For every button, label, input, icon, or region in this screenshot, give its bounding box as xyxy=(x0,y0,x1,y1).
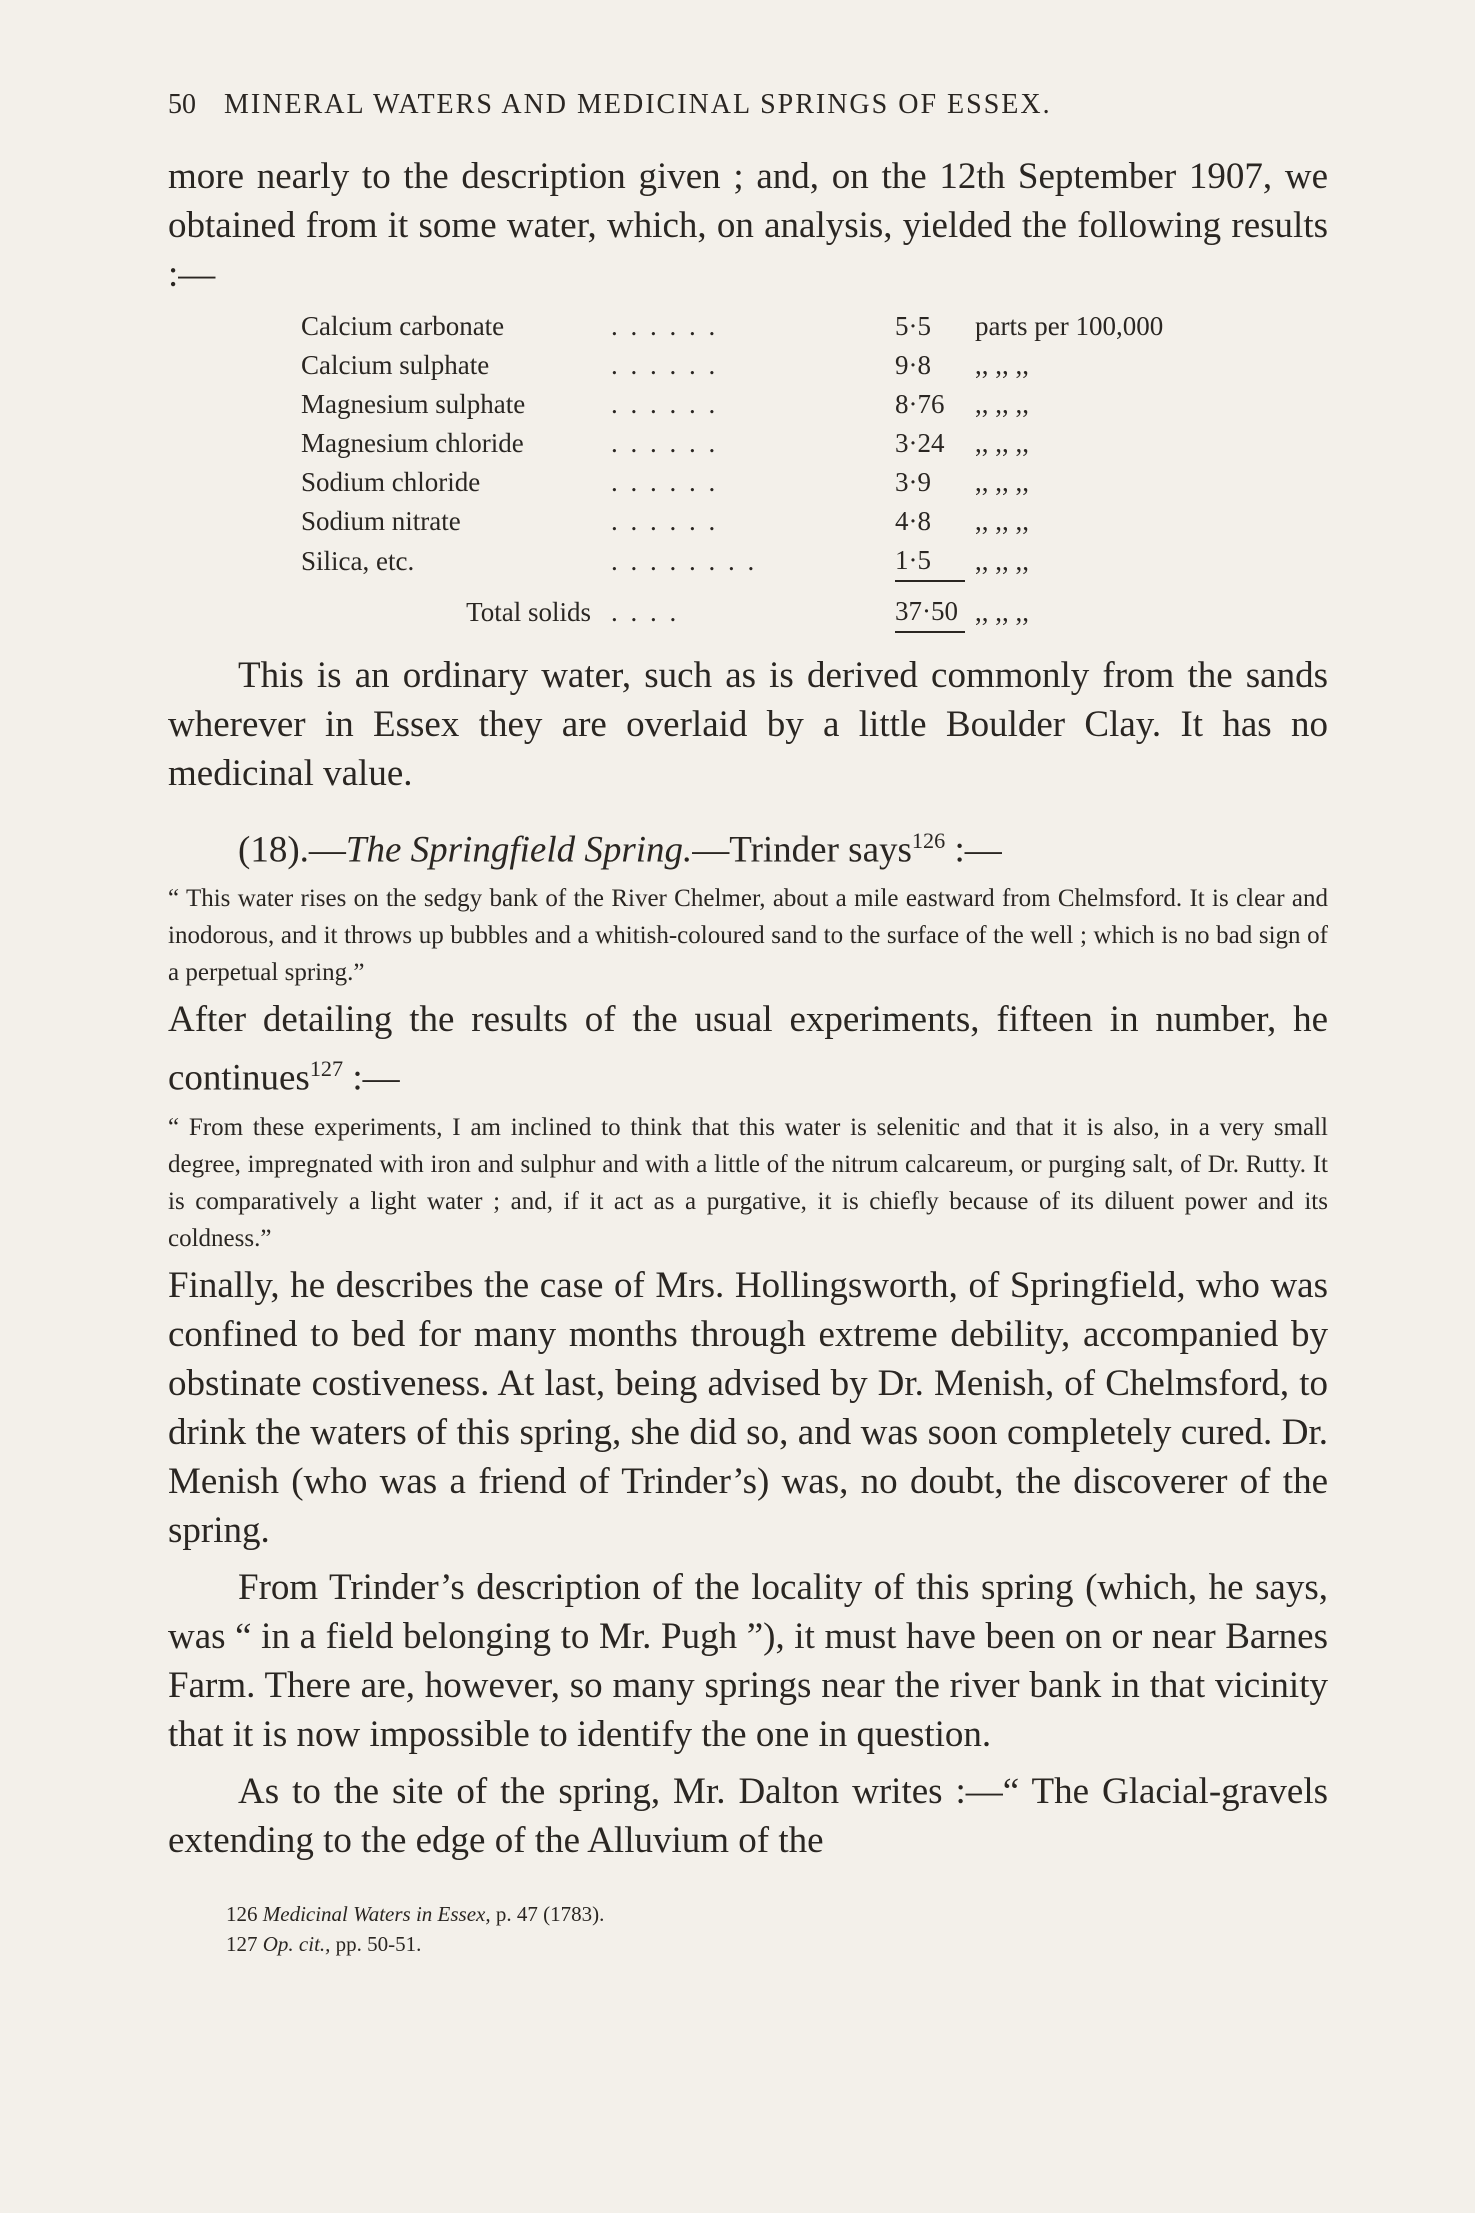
footnote-title: Medicinal Waters in Essex, xyxy=(262,1901,491,1926)
total-value: 37·50 xyxy=(895,581,965,632)
constituent-value: 5·5 xyxy=(895,311,931,341)
constituent-value: 3·24 xyxy=(895,428,945,458)
constituent-unit: ,, ,, ,, xyxy=(975,350,1029,380)
footnote-detail: pp. 50-51. xyxy=(330,1931,422,1956)
constituent-unit: ,, ,, ,, xyxy=(975,506,1029,536)
constituent-value: 1·5 xyxy=(895,541,965,581)
section-number: (18).— xyxy=(238,829,346,871)
section-18-heading xyxy=(168,816,1328,874)
paragraph-analysis-intro: more nearly to the description given ; and, on the 12th September 1907, we obtained from it some water, which, on analysis, yielded the following results :— xyxy=(168,156,1328,295)
footnote-detail: p. 47 (1783). xyxy=(490,1901,605,1926)
page-content xyxy=(168,88,1328,1959)
constituent-value: 9·8 xyxy=(895,350,931,380)
constituent-name: Calcium sulphate xyxy=(301,350,490,380)
footnote-ref-127: 127 xyxy=(309,1056,344,1082)
paragraph-experiments-tail: :— xyxy=(343,1057,400,1099)
analysis-row xyxy=(301,307,1163,346)
analysis-row xyxy=(301,385,1163,424)
trinder-quote-2: “ From these experiments, I am inclined to think that this water is selenitic and that it is also, in a very small degree, impregnated with iron and sulphur and with a little of the nitrum calcareum, or purging salt, of Dr. Rutty. It is comparatively a light water ; and, if it act as a purgative, it is chiefly because of its diluent power and its coldness.” xyxy=(168,1113,1328,1252)
paragraph-experiments-text: After detailing the results of the usual experiments, fifteen in number, he continues xyxy=(168,999,1328,1099)
analysis-row xyxy=(301,424,1163,463)
section-lead-tail: :— xyxy=(945,829,1002,871)
analysis-row xyxy=(301,346,1163,385)
trinder-quote-1: “ This water rises on the sedgy bank of the River Chelmer, about a mile eastward from Chelmsford. It is clear and inodorous, and it throws up bubbles and a whitish-coloured sand to the surface of the well ; which is no bad sign of a perpetual spring.” xyxy=(168,885,1328,987)
leader-dots: . . . . . . xyxy=(611,506,719,536)
leader-dots: . . . . . . xyxy=(611,389,719,419)
leader-dots: . . . . . . xyxy=(611,350,719,380)
footnote-127 xyxy=(226,1929,1328,1959)
constituent-name: Magnesium sulphate xyxy=(301,389,526,419)
footnote-ref-126: 126 xyxy=(911,828,946,853)
footnote-number: 127 xyxy=(226,1931,258,1956)
leader-dots: . . . . . . xyxy=(611,428,719,458)
constituent-unit: ,, ,, ,, xyxy=(975,389,1029,419)
constituent-unit: parts per 100,000 xyxy=(975,311,1164,341)
section-lead: —Trinder says xyxy=(692,829,912,871)
constituent-name: Sodium nitrate xyxy=(301,506,461,536)
leader-dots: . . . . . . xyxy=(611,311,719,341)
footnote-126 xyxy=(226,1899,1328,1929)
leader-dots: . . . . xyxy=(611,597,680,627)
paragraph-dalton: As to the site of the spring, Mr. Dalton writes :—“ The Glacial-gravels extending to the edge of the Alluvium of the xyxy=(168,1770,1328,1861)
page-number: 50 xyxy=(168,89,196,120)
footnote-title: Op. cit., xyxy=(262,1931,331,1956)
running-header xyxy=(168,88,1328,122)
constituent-value: 3·9 xyxy=(895,467,931,497)
paragraph-locality: From Trinder’s description of the locality of this spring (which, he says, was “ in a field belonging to Mr. Pugh ”), it must have been on or near Barnes Farm. There are, however, so many springs near the river bank in that vicinity that it is now impossible to identify the one in question. xyxy=(168,1566,1328,1755)
constituent-value: 8·76 xyxy=(895,389,945,419)
total-unit: ,, ,, ,, xyxy=(975,597,1029,627)
total-label: Total solids xyxy=(466,597,591,627)
constituent-unit: ,, ,, ,, xyxy=(975,467,1029,497)
analysis-row xyxy=(301,502,1163,541)
constituent-name: Silica, etc. xyxy=(301,546,415,576)
leader-dots: . . . . . . xyxy=(611,467,719,497)
section-title: The Springfield Spring. xyxy=(345,829,693,871)
footnotes xyxy=(168,1899,1328,1959)
running-title: MINERAL WATERS AND MEDICINAL SPRINGS OF ESSEX. xyxy=(224,89,1052,120)
constituent-name: Magnesium chloride xyxy=(301,428,524,458)
constituent-name: Calcium carbonate xyxy=(301,311,505,341)
paragraph-hollingsworth: Finally, he describes the case of Mrs. Hollingsworth, of Springfield, who was confined to bed for many months through extreme debility, accompanied by obstinate costiveness. At last, being advised by Dr. Menish, of Chelmsford, to drink the waters of this spring, she did so, and was soon completely cured. Dr. Menish (who was a friend of Trinder’s) was, no doubt, the discoverer of the spring. xyxy=(168,1264,1328,1551)
constituent-name: Sodium chloride xyxy=(301,467,481,497)
constituent-unit: ,, ,, ,, xyxy=(975,428,1029,458)
analysis-table xyxy=(301,307,1163,633)
leader-dots: . . . . . . . . xyxy=(611,546,758,576)
footnote-number: 126 xyxy=(226,1901,258,1926)
paragraph-ordinary-water: This is an ordinary water, such as is derived commonly from the sands wherever in Essex they are overlaid by a little Boulder Clay. It has no medicinal value. xyxy=(168,655,1328,794)
paragraph-experiments xyxy=(168,995,1328,1102)
analysis-row xyxy=(301,541,1163,581)
analysis-row xyxy=(301,463,1163,502)
analysis-total-row xyxy=(301,581,1163,632)
constituent-value: 4·8 xyxy=(895,506,931,536)
constituent-unit: ,, ,, ,, xyxy=(975,546,1029,576)
